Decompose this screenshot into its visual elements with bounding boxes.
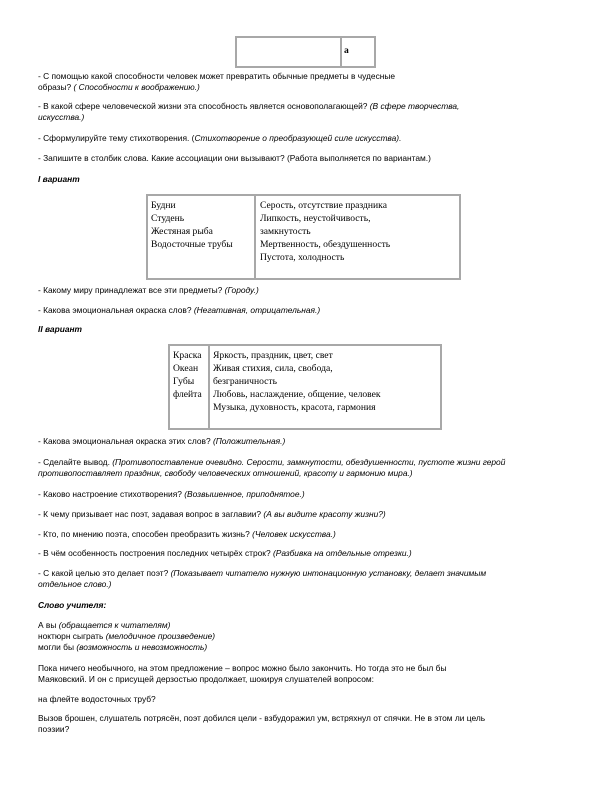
- question-7-answer: (Положительная.): [212, 436, 286, 446]
- poem-block: [38, 620, 215, 653]
- question-6: [38, 305, 320, 316]
- header-table: [235, 36, 376, 68]
- closing-line: Вызов брошен, слушатель потрясён, поэт добился цели - взбудоражил ум, встряхнул от спячки. Не в этом ли цель: [38, 713, 486, 723]
- poem-line-text: А вы: [38, 620, 59, 630]
- question-11: [38, 529, 336, 540]
- question-1-answer: ( Способности к воображению.): [73, 82, 200, 92]
- poem-line: [38, 642, 215, 653]
- question-6-answer: (Негативная, отрицательная.): [193, 305, 321, 315]
- teacher-heading: Слово учителя:: [38, 600, 107, 610]
- question-1-line-2: образы?: [38, 82, 74, 92]
- association-item: Серость, отсутствие праздника: [260, 200, 387, 211]
- association-item: Живая стихия, сила, свобода,: [213, 363, 333, 374]
- association-item: Мертвенность, обездушенность: [260, 239, 391, 250]
- closing-line: Маяковский. И он с присущей дерзостью продолжает, шокируя слушателей вопросом:: [38, 674, 374, 684]
- association-item: Любовь, наслаждение, общение, человек: [213, 389, 381, 400]
- question-11-text: - Кто, по мнению поэта, способен преобразить жизнь?: [38, 529, 253, 539]
- question-13-text: - С какой целью это делает поэт?: [38, 568, 171, 578]
- word-item: Водосточные трубы: [151, 239, 233, 250]
- poem-line-note: (возможность и невозможность): [76, 642, 208, 652]
- question-10: [38, 509, 386, 520]
- question-12-text: - В чём особенность построения последних четырёх строк?: [38, 548, 273, 558]
- question-10-answer: (А вы видите красоту жизни?): [263, 509, 386, 519]
- question-11-answer: (Человек искусства.): [252, 529, 336, 539]
- association-item: Липкость, неустойчивость,: [260, 213, 371, 224]
- question-7-text: - Какова эмоциональная окраска этих слов?: [38, 436, 213, 446]
- association-item: Яркость, праздник, цвет, свет: [213, 350, 333, 361]
- association-item: Пустота, холодность: [260, 252, 345, 263]
- question-5-text: - Какому миру принадлежат все эти предметы?: [38, 285, 225, 295]
- question-4-text: - Запишите в столбик слова. Какие ассоциации они вызывают? (Работа выполняется по вариантам.): [38, 153, 431, 163]
- question-9-answer: (Возвышенное, приподнятое.): [184, 489, 305, 499]
- closing-paragraph-1: [38, 663, 446, 685]
- question-4: [38, 153, 431, 164]
- question-9-text: - Каково настроение стихотворения?: [38, 489, 185, 499]
- question-7: [38, 436, 285, 447]
- question-8-answer: (Противопоставление очевидно. Серости, замкнутости, обездушенности, пустоте жизни герой: [112, 457, 506, 467]
- question-2-text: - В какой сфере человеческой жизни эта способность является основополагающей?: [38, 101, 370, 111]
- word-item: Студень: [151, 213, 185, 224]
- word-item: Краска: [173, 350, 202, 361]
- closing-line: Пока ничего необычного, на этом предложение – вопрос можно было закончить. Но тогда это не был бы: [38, 663, 447, 673]
- question-3-text: - Сформулируйте тему стихотворения. (: [38, 133, 195, 143]
- word-item: Жестяная рыба: [151, 226, 213, 237]
- poem-line-text: ноктюрн сыграть: [38, 631, 106, 641]
- poem-line-note: (мелодичное произведение): [105, 631, 216, 641]
- association-item: безграничность: [213, 376, 277, 387]
- question-2-answer: (В сфере творчества,: [369, 101, 460, 111]
- question-3: [38, 133, 401, 144]
- variant-2-heading: II вариант: [38, 324, 82, 334]
- variant-1-heading: I вариант: [38, 174, 80, 184]
- question-13: [38, 568, 486, 590]
- question-2-answer-cont: искусства.): [38, 112, 85, 122]
- question-1-line-1: - С помощью какой способности человек может превратить обычные предметы в чудесные: [38, 71, 396, 81]
- variant-1-associations: [260, 199, 390, 278]
- poem-line: [38, 620, 215, 631]
- question-1: [38, 71, 395, 93]
- variant-1-table: [146, 194, 461, 280]
- variant-1-words: [151, 199, 233, 278]
- question-2: [38, 101, 459, 123]
- poem-line-text: могли бы: [38, 642, 77, 652]
- question-5-answer: (Городу.): [224, 285, 259, 295]
- word-item: Океан: [173, 363, 199, 374]
- question-8-answer-cont: противопоставляет праздник, свободу человеческих отношений, красоту и гармонию мира.): [38, 468, 413, 478]
- association-item: замкнутость: [260, 226, 311, 237]
- poem-line-note: (обращается к читателям): [58, 620, 171, 630]
- closing-paragraph-3: [38, 713, 485, 735]
- closing-line: поэзии?: [38, 724, 70, 734]
- question-13-answer-cont: отдельное слово.): [38, 579, 112, 589]
- question-8: [38, 457, 505, 479]
- question-10-text: - К чему призывает нас поэт, задавая вопрос в заглавии?: [38, 509, 264, 519]
- association-item: Музыка, духовность, красота, гармония: [213, 402, 376, 413]
- question-9: [38, 489, 305, 500]
- word-item: Будни: [151, 200, 176, 211]
- question-12: [38, 548, 412, 559]
- question-12-answer: (Разбивка на отдельные отрезки.): [272, 548, 412, 558]
- question-13-answer: (Показывает читателю нужную интонационную установку, делает значимым: [170, 568, 487, 578]
- question-6-text: - Какова эмоциональная окраска слов?: [38, 305, 194, 315]
- variant-2-words: [173, 349, 202, 428]
- question-8-text: - Сделайте вывод.: [38, 457, 113, 467]
- word-item: флейта: [173, 389, 202, 400]
- closing-paragraph-2: на флейте водосточных труб?: [38, 694, 156, 704]
- question-3-answer: Стихотворение о преобразующей силе искусства).: [194, 133, 402, 143]
- variant-2-table: [168, 344, 442, 430]
- header-table-cell-2: а: [344, 45, 349, 56]
- variant-2-associations: [213, 349, 381, 428]
- poem-line: [38, 631, 215, 642]
- word-item: Губы: [173, 376, 195, 387]
- question-5: [38, 285, 259, 296]
